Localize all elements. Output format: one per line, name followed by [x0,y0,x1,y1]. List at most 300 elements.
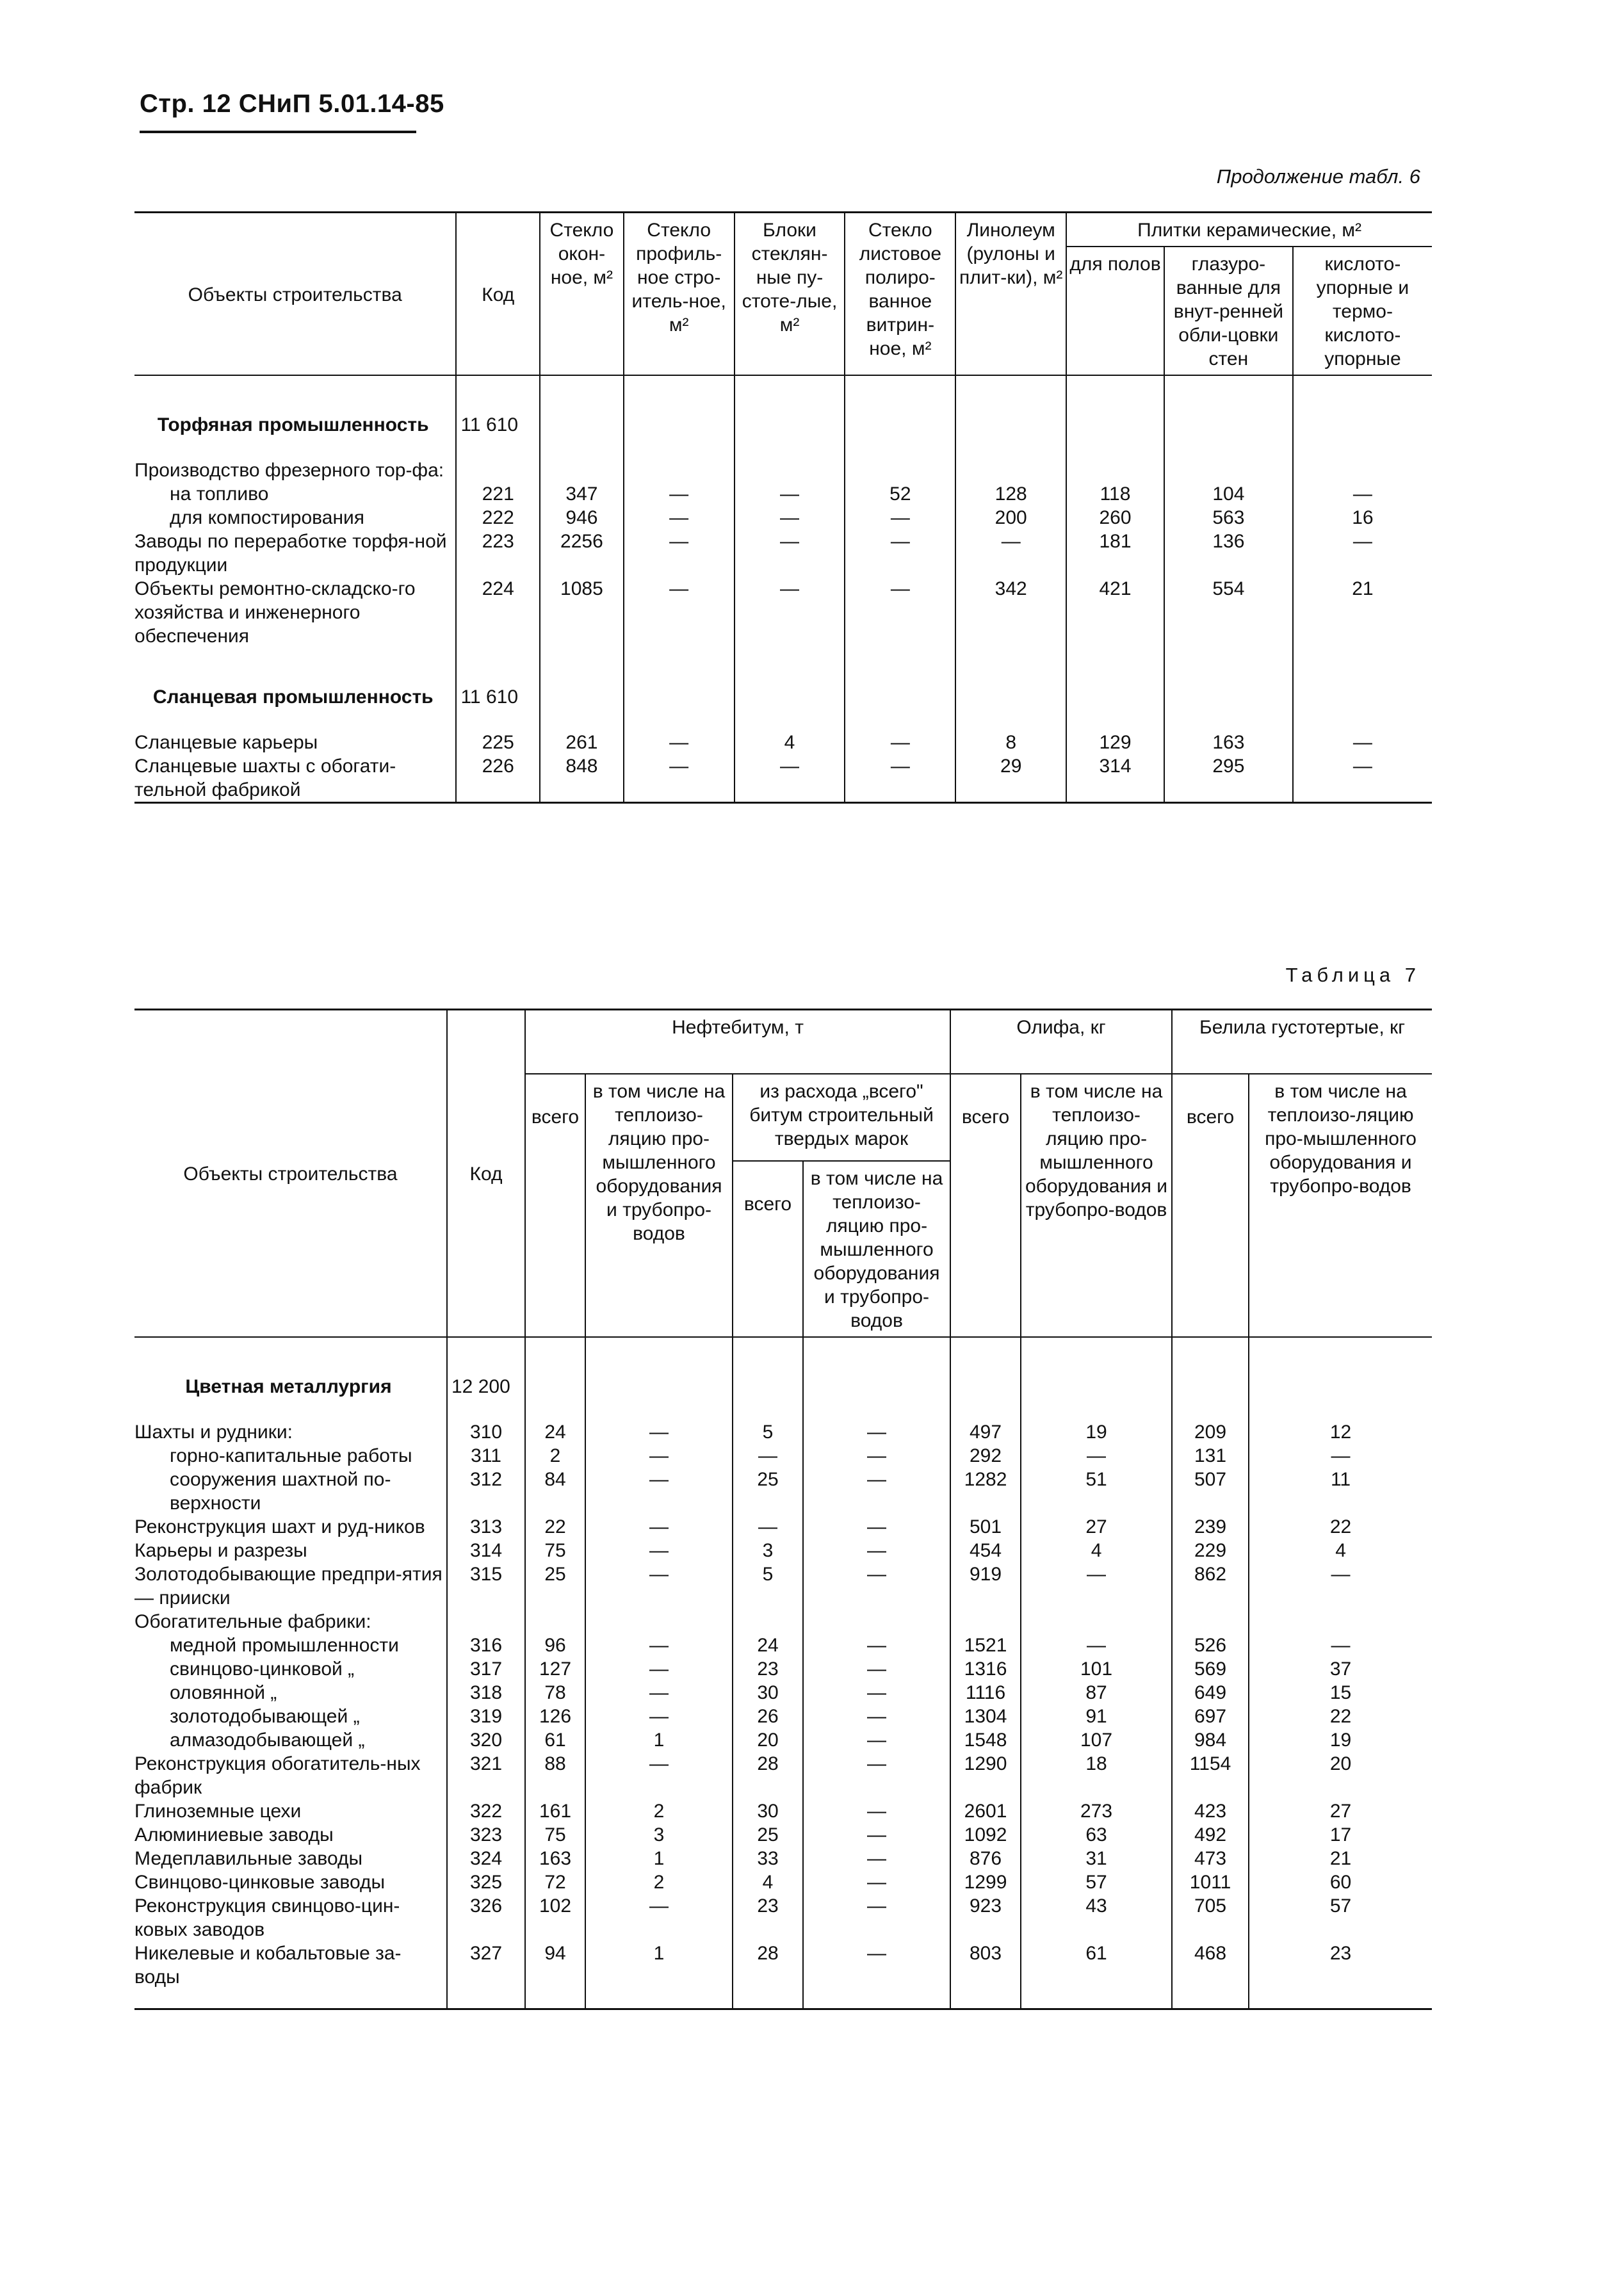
table-row [134,1634,1432,1657]
row-value: 25 [525,1562,585,1610]
row-code: 316 [447,1634,525,1657]
row-value: 5 [733,1420,803,1444]
row-value: 19 [1021,1420,1172,1444]
row-value [585,1610,733,1634]
row-object-name: Сланцевые карьеры [134,732,318,753]
row-code: 314 [447,1539,525,1562]
row-value: 1304 [950,1705,1021,1728]
row-value: 1548 [950,1728,1021,1752]
row-value: — [585,1634,733,1657]
empty-cell [585,1337,733,1420]
row-value: 20 [1249,1752,1432,1799]
row-value: 1299 [950,1870,1021,1894]
t7-header-code: Код [447,1010,525,1338]
row-value: 923 [950,1894,1021,1942]
table7-caption: Таблица 7 [1285,964,1420,986]
row-value: — [803,1562,950,1610]
row-object-name: Шахты и рудники: [134,1422,293,1443]
row-object-name: сооружения шахтной по-верхности [170,1469,391,1514]
row-value: — [585,1894,733,1942]
table-row [134,1444,1432,1468]
empty-cell [735,375,845,458]
empty-cell [540,648,624,731]
row-value: 468 [1172,1942,1249,2009]
row-code: 224 [456,577,540,648]
t7-header-belila-total: всего [1172,1074,1249,1337]
t7-header-objects: Объекты строительства [134,1010,447,1338]
row-value: — [803,1681,950,1705]
row-value: — [624,577,735,648]
row-value: — [1293,754,1432,803]
row-value: 118 [1066,482,1164,506]
row-value: 27 [1021,1515,1172,1539]
row-value: 314 [1066,754,1164,803]
row-value: 161 [525,1799,585,1823]
row-code: 320 [447,1728,525,1752]
row-code: 226 [456,754,540,803]
row-code: 324 [447,1847,525,1870]
t6-header-objects: Объекты строительства [134,213,456,376]
row-value: — [803,1515,950,1539]
row-value: — [624,754,735,803]
row-value: 107 [1021,1728,1172,1752]
t6-header-glass-blocks: Блоки стеклян-ные пу-стоте-лые, м² [735,213,845,376]
row-value [803,1610,950,1634]
table-row [134,530,1432,577]
row-value: 423 [1172,1799,1249,1823]
empty-cell [1066,458,1164,482]
row-value: 91 [1021,1705,1172,1728]
row-value: 273 [1021,1799,1172,1823]
row-value: — [803,1634,950,1657]
row-value: 23 [733,1657,803,1681]
row-value: 2256 [540,530,624,577]
row-value: — [803,1823,950,1847]
section-code: 11 610 [456,375,540,458]
row-value: 984 [1172,1728,1249,1752]
t6-header-glass-profile: Стекло профиль-ное стро-итель-ное, м² [624,213,735,376]
row-value: 57 [1249,1894,1432,1942]
row-object-name: горно-капитальные работы [170,1445,412,1466]
row-value: 25 [733,1468,803,1515]
empty-cell [1164,648,1293,731]
row-value: 292 [950,1444,1021,1468]
section-title: Цветная металлургия [185,1376,392,1397]
row-value: 163 [525,1847,585,1870]
row-value: — [624,530,735,577]
table-row [134,1610,1432,1634]
row-value: 2601 [950,1799,1021,1823]
row-value: 18 [1021,1752,1172,1799]
row-code: 312 [447,1468,525,1515]
row-value [1021,1610,1172,1634]
row-value: 347 [540,482,624,506]
row-value: — [585,1420,733,1444]
row-value [525,1610,585,1634]
row-value: 1521 [950,1634,1021,1657]
row-object-name: Реконструкция шахт и руд-ников [134,1516,425,1537]
row-value: 3 [733,1539,803,1562]
row-value: 33 [733,1847,803,1870]
row-value: 260 [1066,506,1164,530]
t6-header-glass-window: Стекло окон-ное, м² [540,213,624,376]
row-code: 317 [447,1657,525,1681]
row-value: — [845,530,955,577]
row-value: 23 [733,1894,803,1942]
row-value: 21 [1249,1847,1432,1870]
row-value: — [735,506,845,530]
row-value: 51 [1021,1468,1172,1515]
row-value: — [624,731,735,754]
row-value: 63 [1021,1823,1172,1847]
empty-cell [624,375,735,458]
t7-header-olifa: Олифа, кг [950,1010,1172,1074]
table-row [134,754,1432,803]
row-value: — [1293,530,1432,577]
row-value: 31 [1021,1847,1172,1870]
row-value: 87 [1021,1681,1172,1705]
empty-cell [955,458,1066,482]
row-value: 129 [1066,731,1164,754]
empty-cell [1164,458,1293,482]
row-value: 209 [1172,1420,1249,1444]
t6-header-linoleum: Линолеум (рулоны и плит-ки), м² [955,213,1066,376]
row-value: 473 [1172,1847,1249,1870]
t7-header-belila: Белила густотертые, кг [1172,1010,1432,1074]
row-object-name: Реконструкция свинцово-цин-ковых заводов [134,1895,400,1940]
row-value: 501 [950,1515,1021,1539]
row-object-name: Никелевые и кобальтовые за-воды [134,1942,447,2009]
t7-header-olifa-total: всего [950,1074,1021,1337]
table-row [134,1539,1432,1562]
row-code: 326 [447,1894,525,1942]
row-value: 1116 [950,1681,1021,1705]
row-code: 310 [447,1420,525,1444]
row-value: 876 [950,1847,1021,1870]
row-value: 104 [1164,482,1293,506]
row-value: 181 [1066,530,1164,577]
row-object-name: Золотодобывающие предпри-ятия — прииски [134,1564,443,1609]
table-row [134,1705,1432,1728]
row-code: 327 [447,1942,525,2009]
row-code: 311 [447,1444,525,1468]
row-code: 222 [456,506,540,530]
row-value: 15 [1249,1681,1432,1705]
row-object-name: медной промышленности [170,1635,399,1656]
row-value: 22 [525,1515,585,1539]
t7-header-bitumen: Нефтебитум, т [525,1010,950,1074]
t7-header-olifa-insul: в том числе на теплоизо-ляцию про-мышленного оборудования и трубопро-водов [1021,1074,1172,1337]
row-value: 101 [1021,1657,1172,1681]
row-value: 22 [1249,1515,1432,1539]
row-value: 563 [1164,506,1293,530]
table-row [134,1681,1432,1705]
row-value: 88 [525,1752,585,1799]
section-row [134,1337,1432,1420]
row-value: — [845,754,955,803]
t6-header-code: Код [456,213,540,376]
row-value: 229 [1172,1539,1249,1562]
row-value: 11 [1249,1468,1432,1515]
t7-header-hard-total: всего [733,1161,803,1337]
table-row [134,506,1432,530]
row-value: 61 [525,1728,585,1752]
row-value: 29 [955,754,1066,803]
empty-cell [1164,375,1293,458]
row-value: 848 [540,754,624,803]
row-value: 37 [1249,1657,1432,1681]
row-value: 454 [950,1539,1021,1562]
empty-cell [540,375,624,458]
section-row [134,375,1432,458]
row-value: — [733,1515,803,1539]
row-value: — [735,482,845,506]
row-value: 4 [735,731,845,754]
row-value: 75 [525,1539,585,1562]
row-object-name: на топливо [170,483,269,505]
row-object-name: алмазодобывающей „ [170,1730,365,1751]
row-code: 223 [456,530,540,577]
row-object-name: Реконструкция обогатитель-ных фабрик [134,1753,421,1798]
row-value: — [803,1942,950,2009]
row-value: 4 [1249,1539,1432,1562]
row-value: 27 [1249,1799,1432,1823]
empty-cell [845,375,955,458]
row-value: 126 [525,1705,585,1728]
row-value: 12 [1249,1420,1432,1444]
empty-cell [955,375,1066,458]
table-row [134,1468,1432,1515]
row-value [1172,1610,1249,1634]
section-code: 12 200 [447,1337,525,1420]
row-value: 17 [1249,1823,1432,1847]
empty-cell [1293,648,1432,731]
row-value: — [803,1799,950,1823]
row-value: 8 [955,731,1066,754]
row-object-name: Заводы по переработке торфя-ной продукции [134,531,447,576]
row-value: 21 [1293,577,1432,648]
row-value: 30 [733,1681,803,1705]
page-header: Стр. 12 СНиП 5.01.14-85 [140,90,444,118]
row-value: — [1249,1634,1432,1657]
empty-cell [456,458,540,482]
row-value: 295 [1164,754,1293,803]
empty-cell [624,458,735,482]
row-value: 1154 [1172,1752,1249,1799]
row-value: 492 [1172,1823,1249,1847]
table-row [134,1562,1432,1610]
row-value: 803 [950,1942,1021,2009]
row-value: — [585,1705,733,1728]
row-object-name: Медеплавильные заводы [134,1848,363,1869]
row-object-name: Объекты ремонтно-складско-го хозяйства и инженерного обеспечения [134,578,416,647]
row-value [733,1610,803,1634]
empty-cell [1066,375,1164,458]
table-row [134,1847,1432,1870]
row-value: — [1021,1634,1172,1657]
row-value: 2 [585,1799,733,1823]
row-code: 325 [447,1870,525,1894]
row-value: — [624,506,735,530]
row-value: — [845,577,955,648]
row-value: 28 [733,1942,803,2009]
table-row [134,1657,1432,1681]
row-value [1249,1610,1432,1634]
row-value: 1 [585,1942,733,2009]
row-code: 313 [447,1515,525,1539]
group-row [134,458,1432,482]
row-value: 84 [525,1468,585,1515]
row-object-name: оловянной „ [170,1682,277,1703]
row-value: 421 [1066,577,1164,648]
row-value: 136 [1164,530,1293,577]
row-value: — [585,1468,733,1515]
row-value: 25 [733,1823,803,1847]
empty-cell [1249,1337,1432,1420]
t6-header-tiles-floor: для полов [1066,247,1164,375]
row-value: — [1293,731,1432,754]
row-value: 131 [1172,1444,1249,1468]
t7-header-hard-insul: в том числе на теплоизо-ляцию про-мышленного оборудования и трубопро-водов [803,1161,950,1337]
table-row [134,1942,1432,2009]
row-value: 16 [1293,506,1432,530]
row-value: 30 [733,1799,803,1823]
table-row [134,1823,1432,1847]
empty-cell [1293,458,1432,482]
row-object-name: свинцово-цинковой „ [170,1658,355,1680]
table-row [134,1728,1432,1752]
row-object-name: Карьеры и разрезы [134,1540,307,1561]
row-value: 1085 [540,577,624,648]
row-value: 919 [950,1562,1021,1610]
row-value: — [803,1444,950,1468]
row-value: 649 [1172,1681,1249,1705]
row-value: 1282 [950,1468,1021,1515]
t7-header-bitumen-total: всего [525,1074,585,1337]
row-value [950,1610,1021,1634]
row-value: 4 [1021,1539,1172,1562]
row-value: — [803,1468,950,1515]
row-value: 43 [1021,1894,1172,1942]
section-title: Торфяная промышленность [157,414,429,435]
row-value: 52 [845,482,955,506]
row-value: 163 [1164,731,1293,754]
row-value: 127 [525,1657,585,1681]
row-value: 102 [525,1894,585,1942]
row-value: — [955,530,1066,577]
row-value: 1316 [950,1657,1021,1681]
row-value: — [585,1681,733,1705]
table6 [134,211,1432,804]
row-value: 507 [1172,1468,1249,1515]
empty-cell [803,1337,950,1420]
header-rule [140,131,416,133]
row-value: — [803,1870,950,1894]
t6-header-tiles-acid: кислото-упорные и термо-кислото-упорные [1293,247,1432,375]
row-object-name: Обогатительные фабрики: [134,1611,371,1632]
table-row [134,1870,1432,1894]
row-value: — [803,1539,950,1562]
row-value: — [585,1444,733,1468]
row-value: 60 [1249,1870,1432,1894]
empty-cell [845,458,955,482]
table-row [134,731,1432,754]
section-row [134,648,1432,731]
empty-cell [624,648,735,731]
row-value: — [735,577,845,648]
table-row [134,1894,1432,1942]
row-value: 1092 [950,1823,1021,1847]
table7-body [134,1337,1432,2009]
row-value: — [735,530,845,577]
row-value: — [585,1657,733,1681]
row-value: 2 [525,1444,585,1468]
row-code: 322 [447,1799,525,1823]
row-value: 946 [540,506,624,530]
row-value: — [1021,1562,1172,1610]
row-value: — [585,1539,733,1562]
row-code: 318 [447,1681,525,1705]
row-value: 28 [733,1752,803,1799]
empty-cell [1172,1337,1249,1420]
empty-cell [1066,648,1164,731]
table7 [134,1009,1432,2010]
row-value: 57 [1021,1870,1172,1894]
row-value: — [1249,1444,1432,1468]
table6-body [134,375,1432,803]
row-value: 20 [733,1728,803,1752]
row-value: 261 [540,731,624,754]
row-value: — [585,1562,733,1610]
row-code: 221 [456,482,540,506]
row-value: — [1293,482,1432,506]
t7-header-bitumen-insul: в том числе на теплоизо-ляцию про-мышленного оборудования и трубопро-водов [585,1074,733,1337]
row-value: 526 [1172,1634,1249,1657]
group-title: Производство фрезерного тор-фа: [134,460,444,481]
row-value: 862 [1172,1562,1249,1610]
empty-cell [735,458,845,482]
empty-cell [540,458,624,482]
row-value: — [845,506,955,530]
row-value: 2 [585,1870,733,1894]
row-value: — [1249,1562,1432,1610]
row-value: — [733,1444,803,1468]
row-value: — [585,1515,733,1539]
t6-header-tiles-group: Плитки керамические, м² [1066,213,1432,247]
table-row [134,1420,1432,1444]
empty-cell [845,648,955,731]
table-row [134,1799,1432,1823]
row-value: 5 [733,1562,803,1610]
empty-cell [955,648,1066,731]
table-row [134,1515,1432,1539]
section-title: Сланцевая промышленность [152,686,434,708]
table-row [134,1752,1432,1799]
row-value: 128 [955,482,1066,506]
table-row [134,482,1432,506]
row-value: 72 [525,1870,585,1894]
row-value: — [1021,1444,1172,1468]
row-value: — [585,1752,733,1799]
table-row [134,577,1432,648]
row-value: — [735,754,845,803]
row-value: 569 [1172,1657,1249,1681]
empty-cell [735,648,845,731]
row-value: — [845,731,955,754]
row-code: 315 [447,1562,525,1610]
row-code: 319 [447,1705,525,1728]
row-value: 23 [1249,1942,1432,2009]
